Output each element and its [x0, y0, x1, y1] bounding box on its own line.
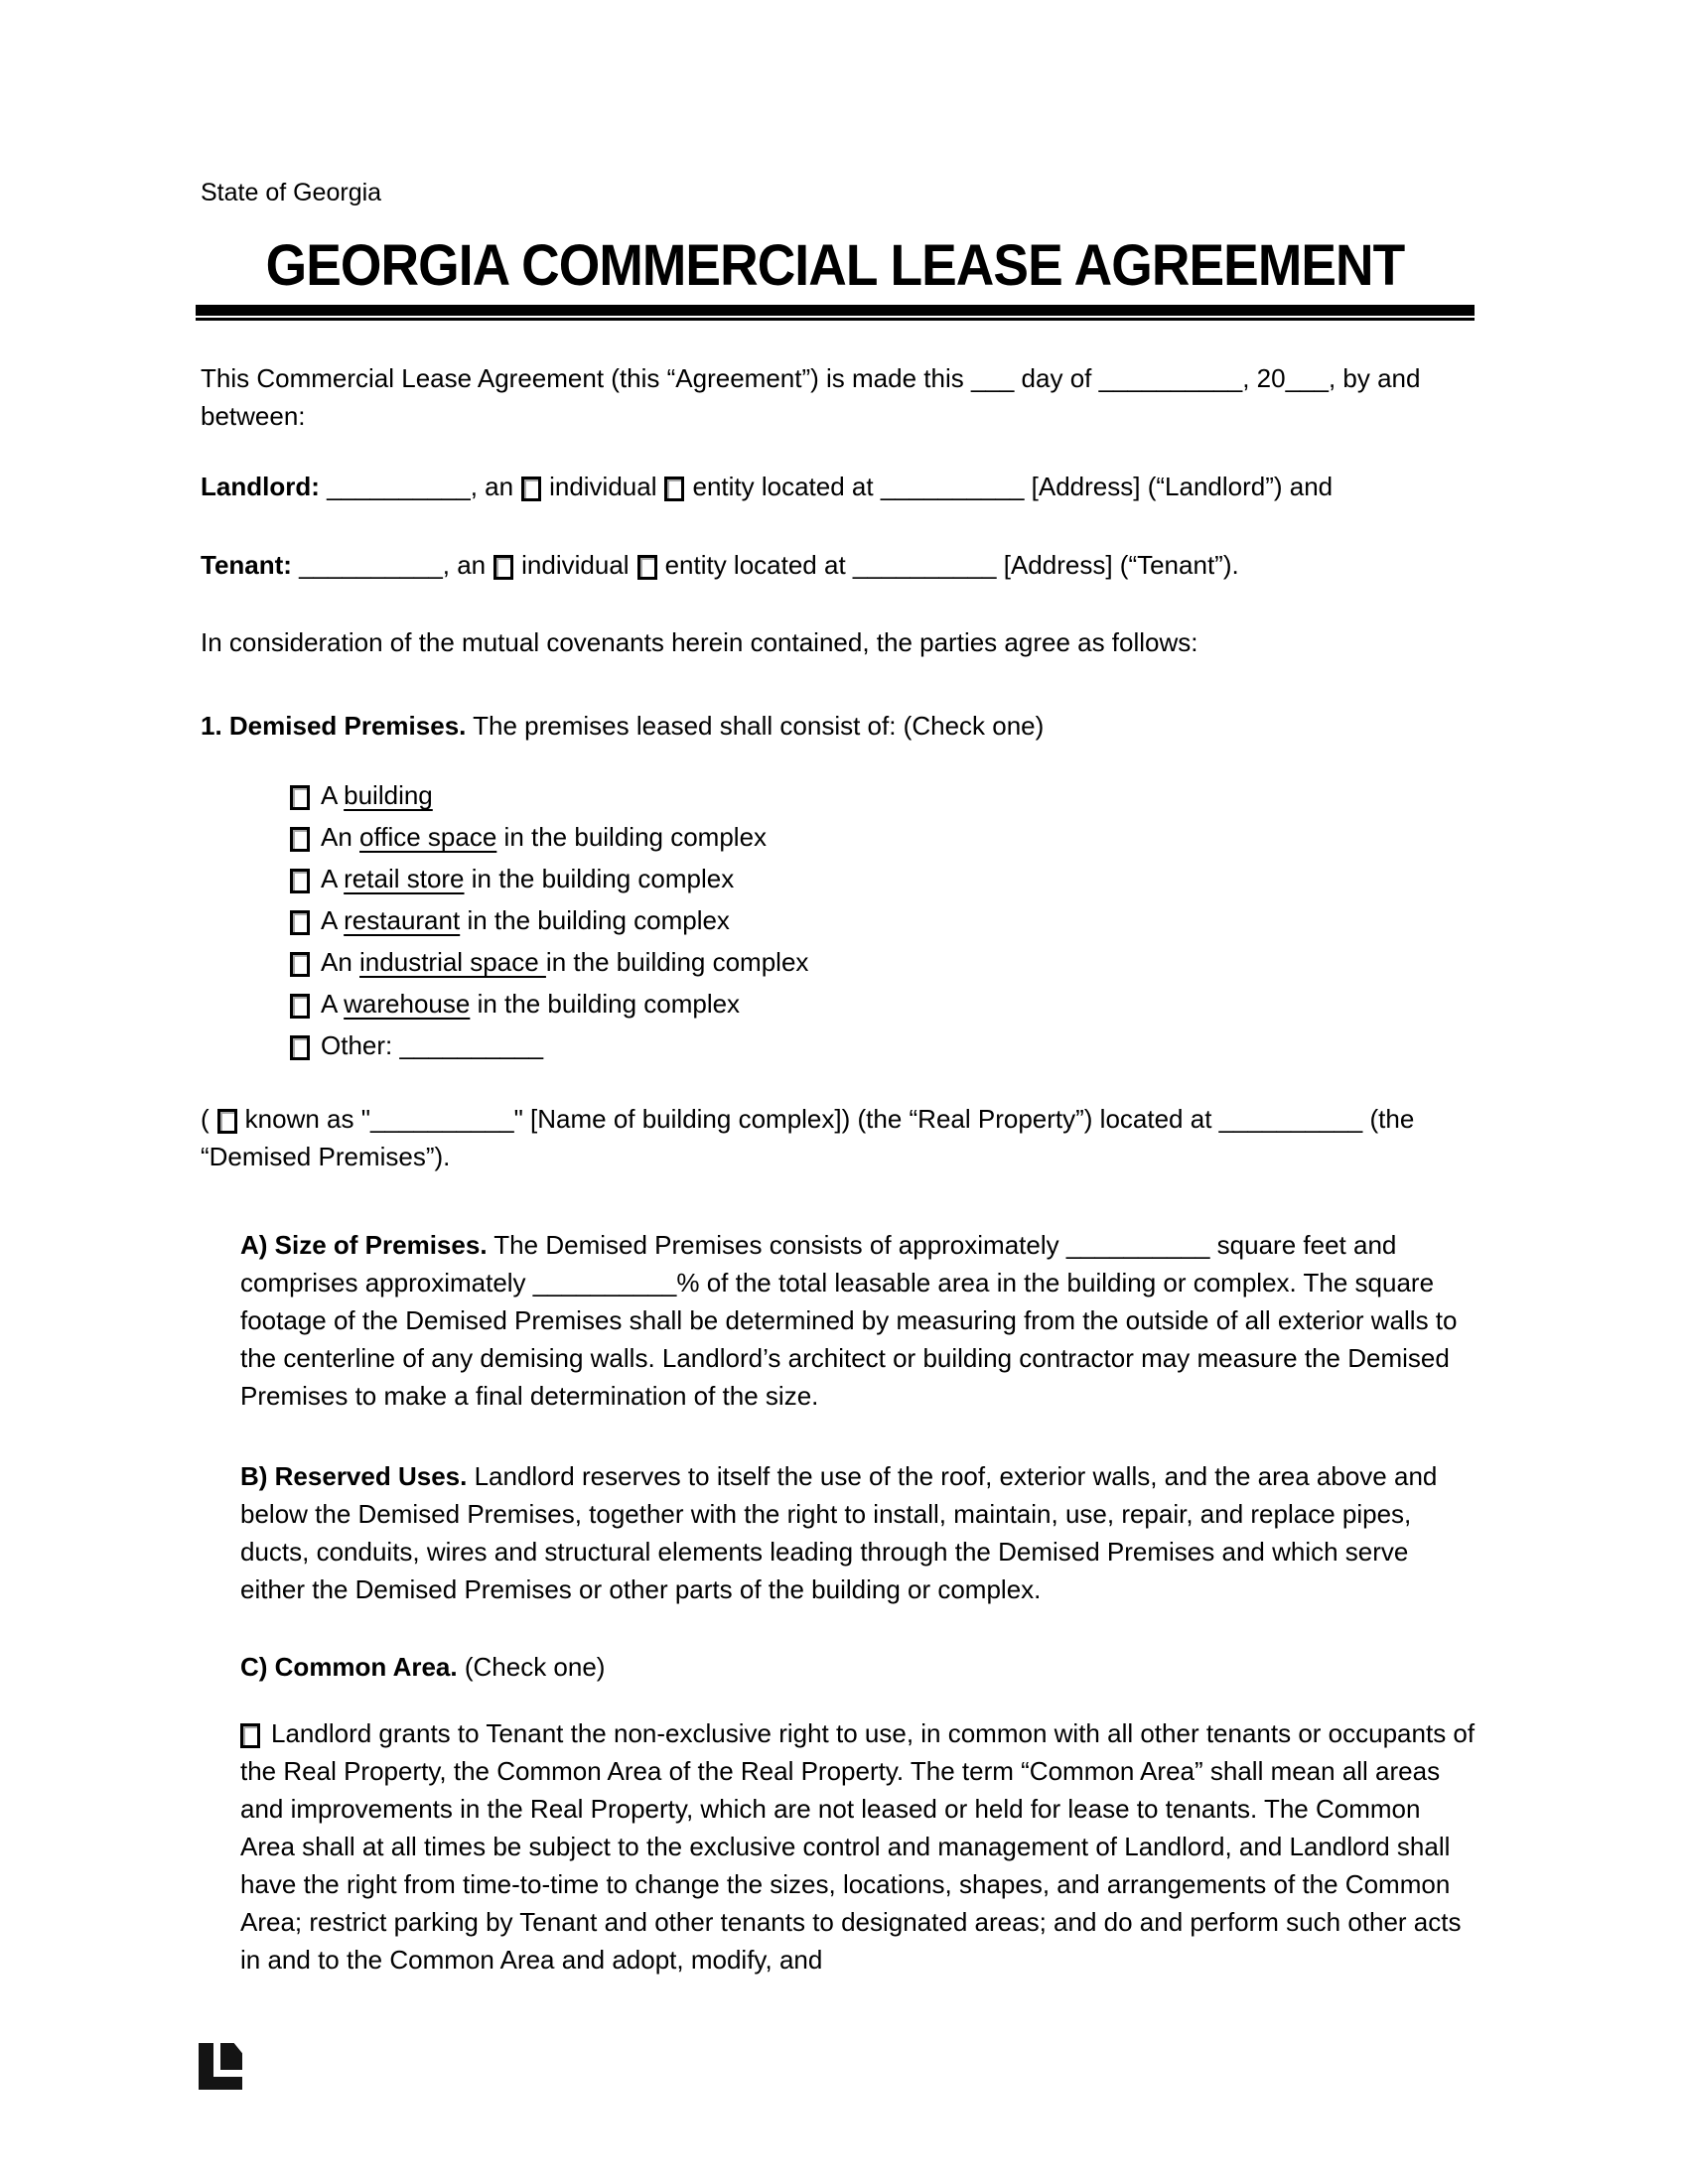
option-text-pre: A — [321, 864, 345, 893]
checkbox-common-area-grant[interactable] — [240, 1723, 260, 1748]
known-as-open-paren: ( — [201, 1104, 210, 1134]
option-text-underlined: industrial space — [359, 947, 546, 977]
landlord-label: Landlord: — [201, 472, 320, 501]
tenant-address-blank: __________ [Address] (“Tenant”). — [845, 550, 1239, 580]
option-text-pre: A — [321, 989, 345, 1019]
document-content — [201, 0, 1479, 1979]
title-rule-thin — [196, 318, 1475, 321]
consideration-paragraph: In consideration of the mutual covenants herein contained, the parties agree as follows: — [201, 627, 1198, 657]
checkbox-option-other[interactable] — [290, 1035, 310, 1060]
option-text-underlined: building — [344, 780, 433, 810]
section-a-body: The Demised Premises consists of approximately __________ square feet and comprises approximately __________% of the total leasable area in the building or complex. The square footage of the Demised Premises shall be determined by measuring from the outside of all exterior walls to the centerline of any demising walls. Landlord’s architect or building contractor may measure the Demised Premises to make a final determination of the size. — [240, 1230, 1458, 1411]
title-block — [196, 233, 1475, 321]
option-text-pre: Other: __________ — [321, 1030, 544, 1060]
section-a-label: A) Size of Premises. — [240, 1230, 488, 1260]
known-as-text: known as "__________" [Name of building complex]) (the “Real Property”) located at __________ (the “Demised Premises”). — [201, 1104, 1415, 1171]
state-label: State of Georgia — [201, 179, 382, 206]
section-c-label: C) Common Area. — [240, 1652, 458, 1682]
checkbox-option-industrial-space[interactable] — [290, 952, 310, 977]
option-text-underlined: office space — [359, 822, 497, 852]
landlord-name-blank: __________, an — [319, 472, 514, 501]
option-text-pre: An — [321, 822, 360, 852]
tenant-individual-label: individual — [521, 550, 630, 580]
option-text-pre: A — [321, 780, 345, 810]
section1-heading — [201, 707, 1479, 745]
section-b-body: Landlord reserves to itself the use of the roof, exterior walls, and the area above and below the Demised Premises, together with the right to install, maintain, use, repair, and replace pipes, ducts, conduits, wires and structural elements leading through the Demised Premises and which serve either the Demised Premises or other parts of the building or complex. — [240, 1461, 1438, 1604]
checkbox-tenant-entity[interactable] — [637, 555, 657, 580]
premises-options-list — [290, 774, 1479, 1066]
landlord-entity-label: entity located at — [692, 472, 874, 501]
checkbox-landlord-entity[interactable] — [664, 477, 684, 501]
section-a-size-of-premises — [240, 1226, 1479, 1415]
known-as-clause — [201, 1100, 1479, 1175]
intro-paragraph: This Commercial Lease Agreement (this “Agreement”) is made this ___ day of __________, 20___, by and between: — [201, 363, 1421, 431]
option-other — [290, 1024, 1479, 1066]
tenant-clause — [201, 546, 1479, 584]
legal-templates-logo — [199, 2043, 242, 2090]
section-c-check-one: (Check one) — [457, 1652, 606, 1682]
landlord-clause — [201, 468, 1479, 505]
logo-document-mark — [220, 2043, 242, 2070]
option-industrial-space — [290, 941, 1479, 983]
tenant-name-blank: __________, an — [291, 550, 487, 580]
section-c-option-paragraph — [240, 1714, 1479, 1979]
section-c-option-text: Landlord grants to Tenant the non-exclusive right to use, in common with all other tenants or occupants of the Real Property, the Common Area of the Real Property. The term “Common Area” shall mean all areas and improvements in the Real Property, which are not leased or held for lease to tenants. The Common Area shall at all times be subject to the exclusive control and management of Landlord, and Landlord shall have the right from time-to-time to change the sizes, locations, shapes, and arrangements of the Common Area; restrict parking by Tenant and other tenants to designated areas; and do and perform such other acts in and to the Common Area and adopt, modify, and — [240, 1718, 1476, 1975]
option-text-post: in the building complex — [470, 989, 741, 1019]
logo-horizontal-bar — [199, 2077, 242, 2090]
tenant-label: Tenant: — [201, 550, 292, 580]
option-building — [290, 774, 1479, 816]
checkbox-landlord-individual[interactable] — [521, 477, 541, 501]
option-text-post: in the building complex — [496, 822, 768, 852]
title-rule-thick — [196, 305, 1475, 316]
option-retail-store — [290, 858, 1479, 899]
section1-number: 1. Demised Premises. — [201, 711, 467, 741]
checkbox-option-restaurant[interactable] — [290, 910, 310, 935]
section-c-common-area-heading — [240, 1648, 1479, 1686]
checkbox-option-building[interactable] — [290, 785, 310, 810]
section-b-reserved-uses — [240, 1457, 1479, 1608]
checkbox-tenant-individual[interactable] — [493, 555, 513, 580]
document-title: GEORGIA COMMERCIAL LEASE AGREEMENT — [265, 233, 1405, 298]
option-text-pre: A — [321, 905, 345, 935]
option-text-underlined: restaurant — [344, 905, 461, 935]
checkbox-option-retail-store[interactable] — [290, 869, 310, 893]
option-text-underlined: retail store — [344, 864, 465, 893]
option-restaurant — [290, 899, 1479, 941]
checkbox-option-warehouse[interactable] — [290, 994, 310, 1019]
option-text-underlined: warehouse — [344, 989, 471, 1019]
option-text-post: in the building complex — [460, 905, 730, 935]
checkbox-known-as[interactable] — [217, 1109, 237, 1134]
section1-heading-text: The premises leased shall consist of: (Check one) — [466, 711, 1045, 741]
section-b-label: B) Reserved Uses. — [240, 1461, 468, 1491]
tenant-entity-label: entity located at — [664, 550, 846, 580]
option-office-space — [290, 816, 1479, 858]
option-text-post: in the building complex — [545, 947, 809, 977]
option-text-post: in the building complex — [464, 864, 735, 893]
landlord-address-blank: __________ [Address] (“Landlord”) and — [873, 472, 1334, 501]
option-warehouse — [290, 983, 1479, 1024]
checkbox-option-office-space[interactable] — [290, 827, 310, 852]
landlord-individual-label: individual — [549, 472, 657, 501]
option-text-pre: An — [321, 947, 360, 977]
